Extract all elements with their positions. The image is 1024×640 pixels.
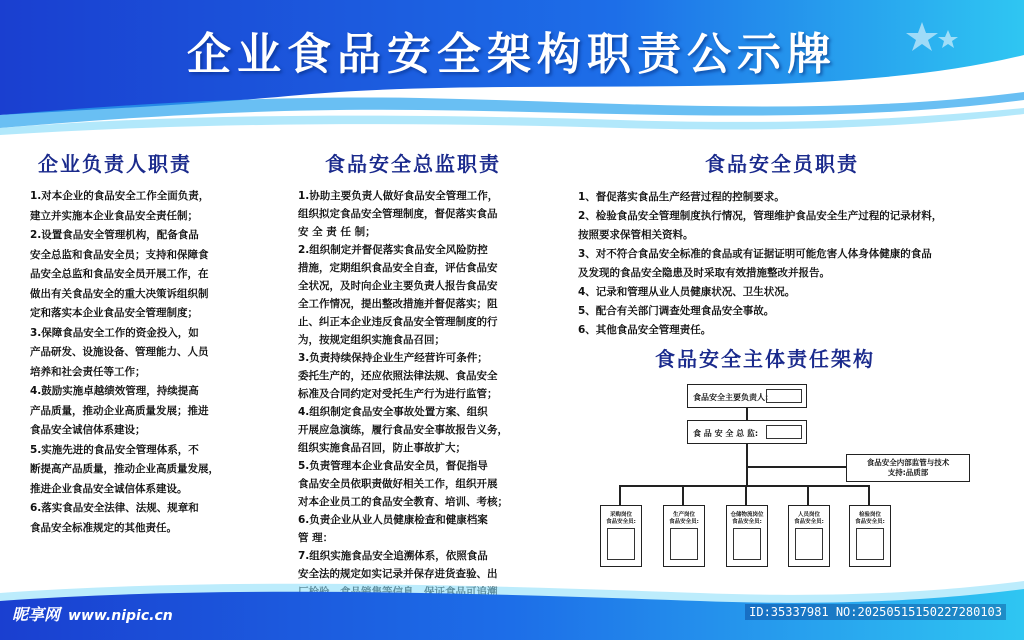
org-sub-box: [600, 505, 642, 567]
col2-line: 组织拟定食品安全管理制度，督促落实食品: [298, 208, 498, 220]
org-top-label: 食品安全主要负责人:: [693, 393, 769, 402]
col1-line: 食品安全标准规定的其他责任。: [30, 521, 177, 534]
org-top-box: [687, 384, 807, 408]
col2-line: 5.负责管理本企业食品安全员，督促指导: [298, 460, 488, 472]
org-connector: [682, 485, 684, 505]
org-sub-label: 生产岗位: [672, 512, 695, 518]
org-sub-label: 食品安全员:: [669, 519, 699, 525]
org-sub-box: [849, 505, 891, 567]
org-heading: 食品安全主体责任架构: [655, 347, 875, 371]
header-banner: [0, 0, 1024, 135]
col1-heading: 企业负责人职责: [38, 152, 192, 176]
col1-line: 推进企业食品安全诚信体系建设。: [30, 482, 188, 495]
org-connector: [746, 408, 748, 420]
watermark-brand: 昵享网: [12, 605, 61, 624]
col1-line: 品安全总监和食品安全员开展工作，在: [30, 268, 209, 280]
col3-line: 5、配合有关部门调查处理食品安全事故。: [578, 305, 775, 317]
watermark-url: www.nipic.cn: [68, 608, 173, 624]
org-sub-label: 食品安全员:: [794, 519, 824, 525]
col2-heading: 食品安全总监职责: [325, 152, 501, 176]
col1-line: 1.对本企业的食品安全工作全面负责，: [30, 190, 210, 202]
col2-line: 全工作情况，提出整改措施并督促落实；阻: [298, 298, 498, 310]
col2-text: [298, 187, 558, 619]
col3-line: 6、其他食品安全管理责任。: [578, 324, 712, 336]
col1-line: 5.实施先进的食品安全管理体系，不: [30, 443, 199, 456]
org-connector: [746, 466, 846, 468]
col3-line: 3、对不符合食品安全标准的食品或有证据证明可能危害人体身体健康的食品: [578, 248, 932, 260]
col2-line: 食品安全员依职责做好相关工作，组织开展: [298, 478, 498, 490]
org-sub-label: 食品安全员:: [732, 519, 762, 525]
col1-line: 2.设置食品安全管理机构，配备食品: [30, 229, 199, 241]
col1-line: 安全总监和食品安全员；支持和保障食: [30, 248, 209, 261]
org-connector: [868, 485, 870, 505]
org-top-fill: [766, 389, 802, 403]
col1-line: 定和落实本企业食品安全管理制度；: [30, 307, 198, 319]
col3-line: 2、检验食品安全管理制度执行情况，管理维护食品安全生产过程的记录材料，: [578, 210, 943, 222]
org-second-fill: [766, 425, 802, 439]
org-sub-label: 食品安全员:: [855, 519, 885, 525]
org-sub-fill: [856, 528, 884, 560]
org-side-box: [846, 454, 970, 482]
col2-line: 全状况，及时向企业主要负责人报告食品安: [298, 280, 498, 292]
col2-line: 止、纠正本企业违反食品安全管理制度的行: [298, 316, 498, 328]
col1-line: 4.鼓励实施卓越绩效管理，持续提高: [30, 385, 199, 397]
col2-line: 安全法的规定如实记录并保存进货查验、出: [298, 568, 498, 580]
org-sub-label: 人员岗位: [797, 512, 820, 518]
org-connector: [619, 485, 869, 487]
col1-line: 3.保障食品安全工作的资金投入，如: [30, 326, 199, 339]
col2-line: 管 理：: [298, 532, 334, 544]
org-connector: [746, 444, 748, 485]
org-sub-fill: [670, 528, 698, 560]
org-chart: [600, 380, 980, 580]
col2-line: 2.组织制定并督促落实食品安全风险防控: [298, 244, 488, 256]
col2-line: 措施，定期组织食品安全自查，评估食品安: [298, 262, 498, 274]
col2-line: 6.负责企业从业人员健康检查和健康档案: [298, 514, 488, 526]
page-title: 企业食品安全架构职责公示牌: [187, 29, 837, 80]
org-second-label: 食 品 安 全 总 监:: [693, 429, 759, 438]
org-connector: [807, 485, 809, 505]
col1-line: 产品研发、设施设备、管理能力、人员: [30, 346, 209, 358]
org-connector: [619, 485, 621, 505]
col1-line: 建立并实施本企业食品安全责任制；: [30, 209, 198, 222]
col2-line: 开展应急演练，履行食品安全事故报告义务，: [298, 424, 508, 436]
org-sub-box: [663, 505, 705, 567]
col1-line: 做出有关食品安全的重大决策诉组织制: [30, 287, 209, 300]
col3-line: 及发现的食品安全隐患及时采取有效措施整改并报告。: [578, 267, 830, 279]
col2-line: 3.负责持续保持企业生产经营许可条件；: [298, 352, 488, 364]
org-sub-label: 采购岗位: [609, 512, 632, 518]
org-sub-fill: [607, 528, 635, 560]
col1-line: 6.落实食品安全法律、法规、规章和: [30, 502, 199, 514]
col2-line: 1.协助主要负责人做好食品安全管理工作，: [298, 190, 499, 202]
col2-line: 4.组织制定食品安全事故处置方案、组织: [298, 406, 488, 418]
org-sub-label: 检验岗位: [858, 512, 881, 518]
col2-line: 对本企业员工的食品安全教育、培训、考核；: [298, 496, 508, 508]
org-sub-fill: [795, 528, 823, 560]
col1-text: [30, 187, 275, 538]
watermark: [12, 602, 173, 625]
col3-line: 1、督促落实食品生产经营过程的控制要求。: [578, 191, 785, 203]
org-sub-fill: [733, 528, 761, 560]
org-sub-box: [726, 505, 768, 567]
col2-line: 7.组织实施食品安全追溯体系，依照食品: [298, 550, 488, 562]
col3-line: 4、记录和管理从业人员健康状况、卫生状况。: [578, 286, 796, 298]
col2-line: 标准及合同约定对受托生产行为进行监管；: [298, 388, 498, 400]
col2-line: 委托生产的，还应依照法律法规、食品安全: [298, 370, 498, 382]
col2-line: 组织实施食品召回，防止事故扩大；: [298, 442, 466, 454]
col1-line: 培养和社会责任等工作；: [30, 365, 146, 378]
org-side-label-2: 支持:品质部: [887, 468, 929, 477]
col1-line: 食品安全诚信体系建设；: [30, 424, 146, 436]
org-second-box: [687, 420, 807, 444]
col2-line: 为，按规定组织实施食品召回；: [298, 334, 445, 346]
col3-text: [578, 188, 1008, 340]
col3-line: 按照要求保管相关资料。: [578, 229, 694, 241]
image-id-text: ID:35337981 NO:20250515150227280103: [745, 604, 1006, 620]
col1-line: 产品质量，推动企业高质量发展；推进: [30, 404, 209, 417]
col1-line: 断提高产品质量，推动企业高质量发展，: [30, 463, 219, 475]
col2-line: 安 全 责 任 制；: [298, 226, 376, 238]
org-connector: [745, 485, 747, 505]
org-sub-label: 仓储物流岗位: [730, 512, 764, 518]
org-sub-label: 食品安全员:: [606, 519, 636, 525]
col3-heading: 食品安全员职责: [705, 152, 859, 176]
org-side-label-1: 食品安全内部监管与技术: [866, 458, 950, 467]
org-sub-box: [788, 505, 830, 567]
